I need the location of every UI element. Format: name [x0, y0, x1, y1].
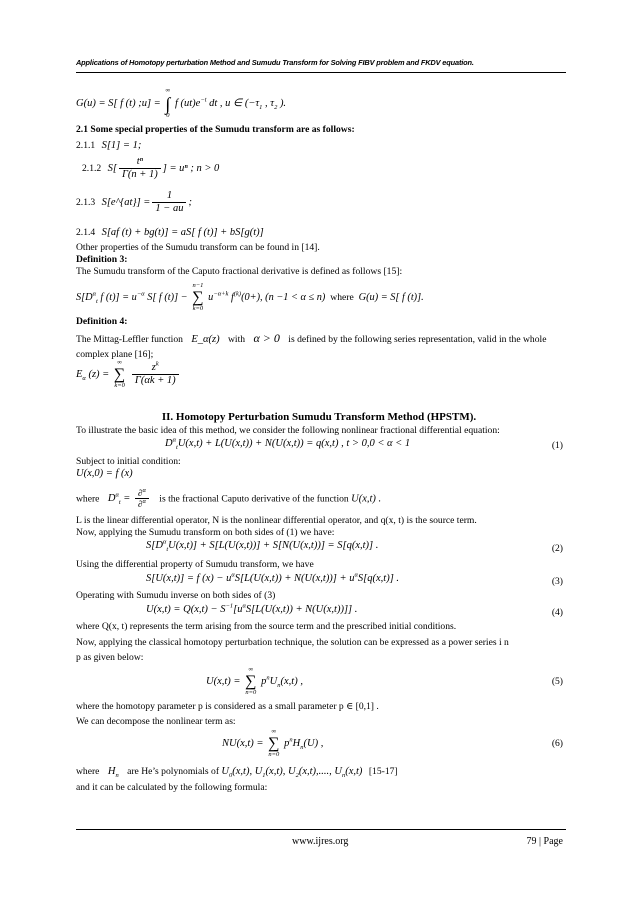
definition-3-label: Definition 3:: [76, 254, 128, 265]
subsection-heading: 2.1 Some special properties of the Sumudu transform are as follows:: [76, 124, 355, 135]
equation-caputo-sumudu: $S[D^\alpha_t$ f $(t)] = u^{-\alpha}$ S[ f (t)] − n−1 ∑ k=0 $u^{-\alpha+k}$ $f^{(k)}(0+)$, (n −1 < α ≤ n) where G(u) = S[ f (t)].: [76, 282, 424, 312]
paragraph-using: Using the differential property of Sumudu transform, we have: [76, 559, 314, 570]
footer-site-link[interactable]: www.ijres.org: [292, 836, 349, 847]
equation-mittag-leffler: $E_\alpha$ (z) = ∞ ∑ k=0 $\frac{z^k}{\Gamma(\alpha k + 1)}$: [76, 360, 181, 389]
paragraph-where-caputo: where $D^\alpha_t$ = $\frac{\partial^\alpha}{\partial^\alpha}$ is the fractional Caputo derivative of the function U(x,t) .: [76, 487, 382, 510]
equation-5-number: (5): [551, 676, 563, 687]
definition-3-text: The Sumudu transform of the Caputo fractional derivative is defined as follows [15]:: [76, 266, 403, 277]
equation-3-number: (3): [551, 576, 563, 587]
property-2-1-1: 2.1.1 S[1] = 1;: [76, 140, 142, 151]
equation-4-number: (4): [551, 607, 563, 618]
property-2-1-1-expr: S[1] = 1;: [101, 140, 142, 151]
equation-initial-condition: U(x,0) = f (x): [76, 468, 133, 479]
paragraph-homotopy-parameter: where the homotopy parameter p is considered as a small parameter p ∈ [0,1] .: [76, 701, 379, 712]
paragraph-he-polynomials: where $H_n$ are He’s polynomials of $U_0(x,t)$, $U_1(x,t)$, $U_2(x,t)$,...., $U_n(x,t)$ [15-17]: [76, 766, 398, 780]
equation-sumudu-definition: G(u) = S[ f (t) ;u] = ∞ ∫ 0 f $(ut)e^{-t}$ dt , u ∈ ($-\tau_1$ , $\tau_2$ ).: [76, 87, 287, 119]
equation-5: U(x,t) = ∞ ∑ n=0 $p^nU_n(x,t)$ ,: [206, 666, 303, 696]
property-2-1-4: 2.1.4 S[af (t) + bg(t)] = aS[ f (t)] + bS[g(t)]: [76, 227, 264, 238]
property-2-1-2: 2.1.2 S[ $\frac{\text{tⁿ}}{\Gamma(n + 1)}$ ] = uⁿ ; n > 0: [82, 156, 220, 181]
running-head: Applications of Homotopy perturbation Method and Sumudu Transform for Solving FIBV problem and FKDV equation.: [76, 58, 474, 67]
paragraph-subject: Subject to initial condition:: [76, 456, 181, 467]
section-heading-II: II. Homotopy Perturbation Sumudu Transform Method (HPSTM).: [161, 411, 477, 423]
equation-2: $S[D^\alpha_tU(x,t)] + S[L(U(x,t))] + S[N(U(x,t))] = S[q(x,t)]$ .: [146, 538, 379, 554]
equation-6: NU(x,t) = ∞ ∑ n=0 $p^nH_n(U)$ ,: [222, 728, 324, 758]
equation-2-number: (2): [551, 543, 563, 554]
equation-4: $U(x,t) = Q(x,t) - S^{-1}[u^\alpha S[L(U(x,t)) + N(U(x,t))]]$ .: [146, 602, 358, 615]
paragraph-decompose: We can decompose the nonlinear term as:: [76, 716, 236, 727]
paragraph-power-series-a: Now, applying the classical homotopy perturbation technique, the solution can be expressed as a power series i n: [76, 637, 509, 648]
equation-3: S[U(x,t)] = f $(x) - u^\alpha S[L(U(x,t)) + N(U(x,t))] + u^\alpha S[q(x,t)]$ .: [146, 571, 400, 584]
other-properties-text: Other properties of the Sumudu transform can be found in [14].: [76, 242, 320, 253]
paragraph-power-series-b: p as given below:: [76, 652, 144, 663]
footer-page-number: 79 | Page: [526, 836, 563, 847]
header-rule: [76, 72, 566, 73]
equation-6-number: (6): [551, 738, 563, 749]
definition-4-text: The Mittag-Leffler function E_α(z) with α > 0 is defined by the following series representation, valid in the whole complex plane [16];: [76, 331, 547, 361]
paragraph-illustrate: To illustrate the basic idea of this method, we consider the following nonlinear fractional differential equation:: [76, 425, 500, 436]
equation-1-number: (1): [551, 440, 563, 451]
property-2-1-3: 2.1.3 S[e^{at}] = $\frac{1}{1 - au}$ ;: [76, 190, 192, 215]
footer-rule: [76, 829, 566, 830]
paragraph-calculated: and it can be calculated by the following formula:: [76, 782, 268, 793]
paragraph-applying: Now, applying the Sumudu transform on both sides of (1) we have:: [76, 527, 335, 538]
definition-4-label: Definition 4:: [76, 316, 128, 327]
paragraph-inverse: Operating with Sumudu inverse on both sides of (3): [76, 590, 276, 601]
paragraph-where-Q: where Q(x, t) represents the term arising from the source term and the prescribed initial conditions.: [76, 621, 457, 632]
equation-1: $D^\alpha_tU(x,t) + L(U(x,t)) + N(U(x,t)) = q(x,t)$ , t > 0,0 < α < 1: [165, 436, 411, 452]
paragraph-operators: L is the linear differential operator, N is the nonlinear differential operator, and q(x, t) is the source term.: [76, 515, 477, 526]
